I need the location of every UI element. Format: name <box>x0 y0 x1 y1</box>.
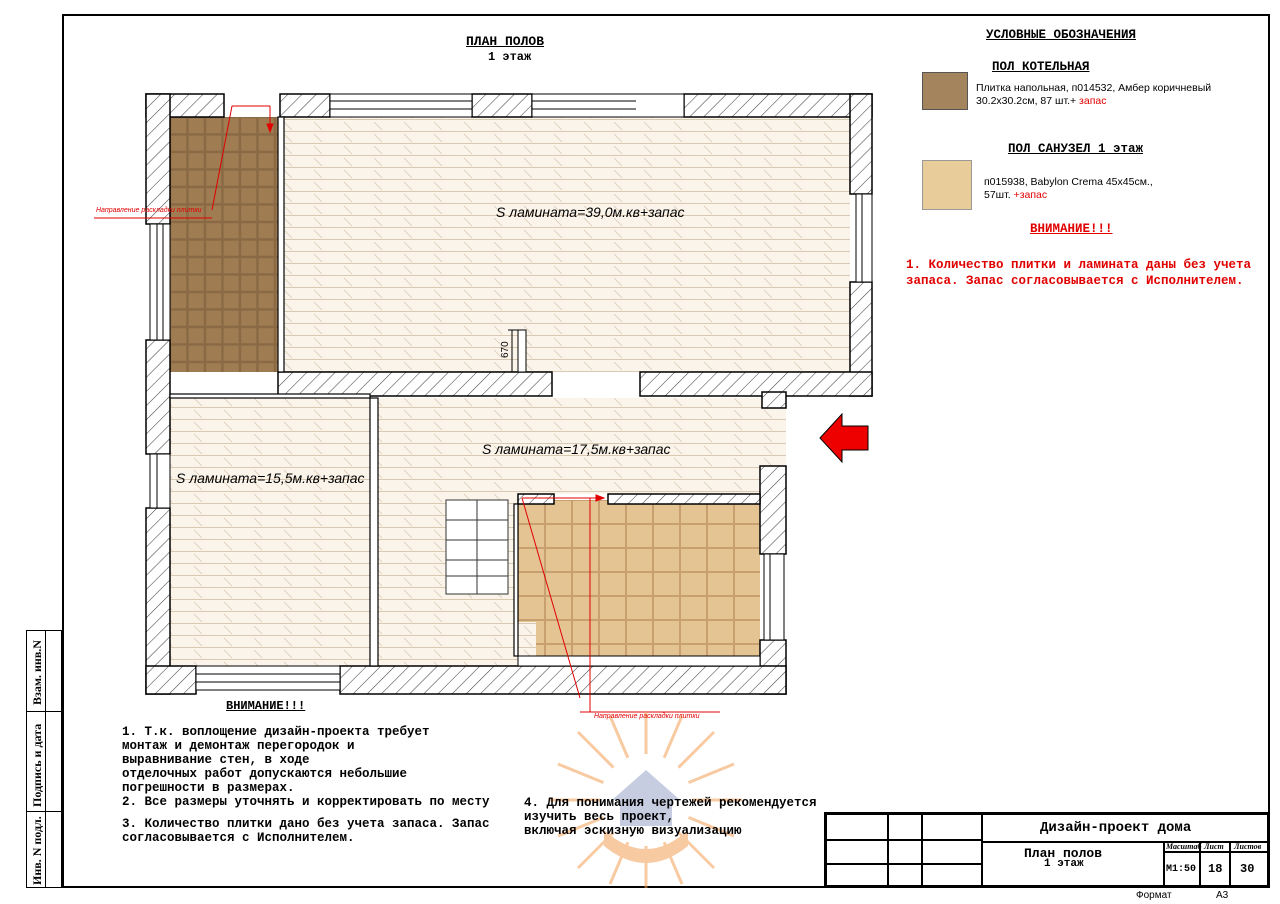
tb-sheets: 30 <box>1240 862 1255 876</box>
tb-sheet: 18 <box>1208 862 1223 876</box>
tb-scale: М1:50 <box>1166 864 1197 875</box>
legend-attention-title: ВНИМАНИЕ!!! <box>1030 222 1113 236</box>
plan-title: ПЛАН ПОЛОВ <box>466 34 545 49</box>
dimension-label: 670 <box>500 341 511 358</box>
tb-h-sheet: Лист <box>1204 842 1224 851</box>
stamp-inv-vzam: Взам. инв.N <box>30 640 44 705</box>
notes-title: ВНИМАНИЕ!!! <box>226 699 306 713</box>
boiler-desc-line2: 30.2х30.2см, 87 шт.+ запас <box>976 95 1107 107</box>
legend-heading: УСЛОВНЫЕ ОБОЗНАЧЕНИЯ <box>986 28 1137 42</box>
boiler-desc-line1: Плитка напольная, п014532, Амбер коричневый <box>976 82 1212 94</box>
tile-direction-top: Направление раскладки плитки <box>96 207 202 214</box>
legend-boiler-title: ПОЛ КОТЕЛЬНАЯ <box>992 60 1090 74</box>
tile-direction-bottom: Направление раскладки плитки <box>594 713 700 720</box>
note-4: 4. Для понимания чертежей рекомендуется изучить весь проект, включая эскизную визуализацию <box>524 796 817 838</box>
format-label: Формат <box>1136 890 1172 901</box>
title-block <box>824 812 1270 888</box>
boiler-tile-swatch <box>922 72 968 110</box>
bathroom-tile-swatch <box>922 160 972 210</box>
bathroom-desc-line2: 57шт. +запас <box>984 189 1048 201</box>
plan-subtitle: 1 этаж <box>488 50 532 64</box>
tb-sheet-sub: 1 этаж <box>1044 858 1084 870</box>
tb-project: Дизайн-проект дома <box>1040 820 1192 836</box>
legend-bathroom-title: ПОЛ САНУЗЕЛ 1 этаж <box>1008 142 1144 156</box>
format-value: А3 <box>1216 890 1229 901</box>
bathroom-desc-line1: п015938, Babylon Crema 45х45см., <box>984 176 1153 188</box>
note-2: 2. Все размеры уточнять и корректировать по месту <box>122 795 490 809</box>
legend-attention-line2: запаса. Запас согласовывается с Исполнителем. <box>906 274 1244 288</box>
area-left-room: S ламината=15,5м.кв+запас <box>176 470 365 486</box>
note-1: 1. Т.к. воплощение дизайн-проекта требует монтаж и демонтаж перегородок и выравнивание стен, в ходе отделочных работ допускаются небольшие погрешности в размерах. <box>122 725 430 795</box>
stamp-inv-podl: Инв. N подл. <box>30 816 44 885</box>
note-3: 3. Количество плитки дано без учета запаса. Запас согласовывается с Исполнителем. <box>122 817 490 845</box>
area-hall: S ламината=17,5м.кв+запас <box>482 441 671 457</box>
tb-h-scale: Масштаб <box>1166 842 1202 851</box>
legend-attention-line1: 1. Количество плитки и ламината даны без учета <box>906 258 1252 272</box>
area-big-room: S ламината=39,0м.кв+запас <box>496 204 685 220</box>
tb-sheet-title: План полов <box>1024 846 1103 861</box>
stamp-sign-date: Подпись и дата <box>30 723 44 807</box>
tb-h-sheets: Листов <box>1234 842 1262 851</box>
